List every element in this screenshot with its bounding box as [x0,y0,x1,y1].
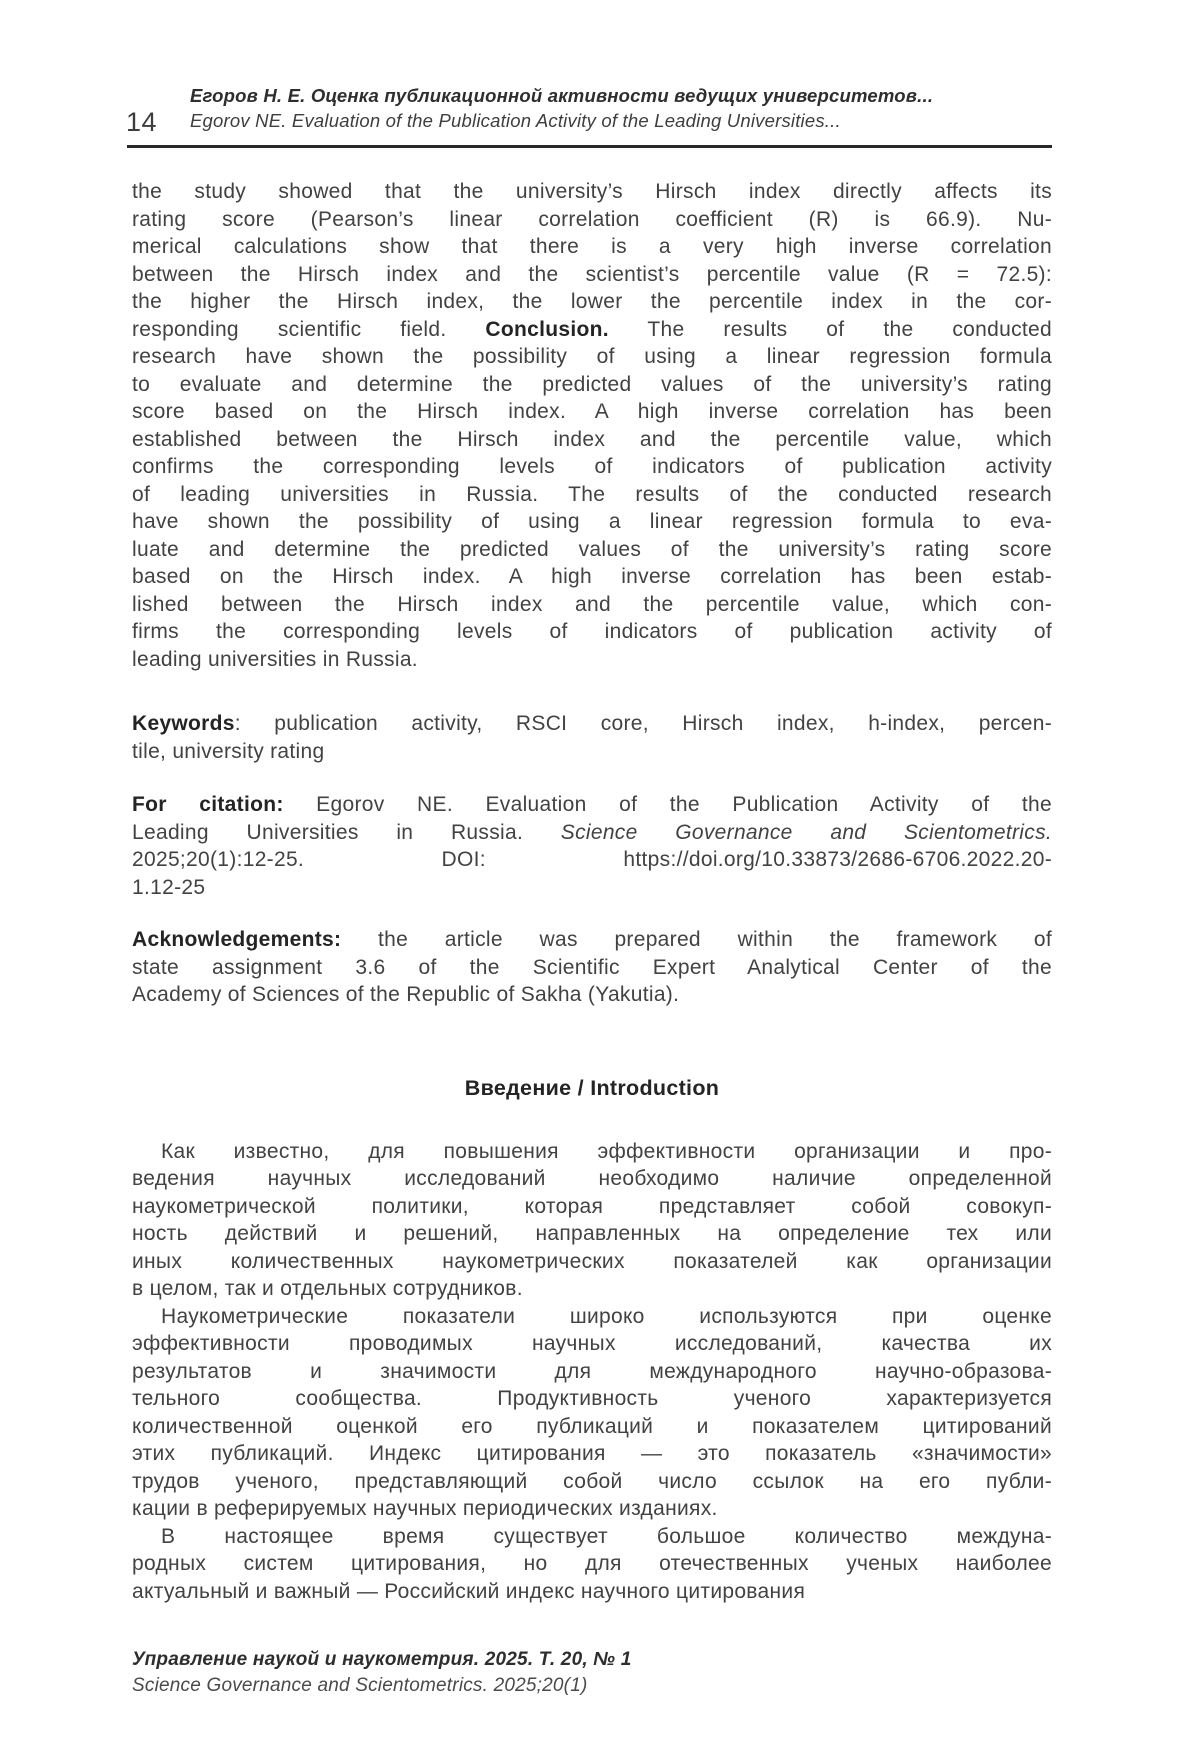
text-line: established between the Hirsch index and the percentile value, which [132,427,1052,451]
text-line: 1.12-25 [132,875,206,899]
header-rule [127,145,1052,148]
text-line: В настоящее время существует большое количество междуна- [161,1524,1052,1548]
text-line: based on the Hirsch index. A high inverse correlation has been estab- [132,565,1052,588]
footer-journal-ru: Управление наукой и наукометрия. 2025. Т. 20, № 1 [132,1649,632,1670]
text-line: confirms the corresponding levels of indicators of publication activity [132,455,1052,478]
text-line: have shown the possibility of using a linear regression formula to eva- [132,510,1052,533]
text-line: merical calculations show that there is a very high inverse correlation [132,235,1052,258]
page-number: 14 [126,107,158,137]
text-line: the higher the Hirsch index, the lower the percentile index in the cor- [132,290,1052,313]
text-line: Acknowledgements: the article was prepared within the framework of [132,928,1052,951]
text-line: firms the corresponding levels of indicators of publication activity of [132,620,1052,643]
text-line: research have shown the possibility of using a linear regression formula [132,345,1052,368]
text-line: тельного сообщества. Продуктивность ученого характеризуется [132,1387,1052,1410]
text-line: lished between the Hirsch index and the percentile value, which con- [132,592,1052,616]
text-line: score based on the Hirsch index. A high inverse correlation has been [132,400,1052,423]
page-footer [132,1647,1052,1699]
footer-journal-en: Science Governance and Scientometrics. 2025;20(1) [132,1675,588,1696]
keywords-paragraph [132,710,1052,765]
text-line: этих публикаций. Индекс цитирования — это показатель «значимости» [132,1442,1052,1465]
text-line: tile, university rating [132,739,325,763]
text-line: актуальный и важный — Российский индекс научного цитирования [132,1579,806,1603]
text-line: ность действий и решений, направленных на определение тех или [132,1222,1052,1245]
abstract-continuation-paragraph [132,178,1052,673]
text-line: эффективности проводимых научных исследований, качества их [132,1332,1052,1355]
text-line: leading universities in Russia. [132,647,418,671]
text-line: результатов и значимости для международного научно-образова- [132,1359,1052,1383]
text-line: Наукометрические показатели широко используются при оценке [161,1304,1052,1328]
text-line: the study showed that the university’s Hirsch index directly affects its [132,180,1052,203]
section-heading: Введение / Introduction [464,1075,720,1100]
text-line: трудов ученого, представляющий собой число ссылок на его публи- [132,1469,1052,1493]
text-line: rating score (Pearson’s linear correlation coefficient (R) is 66.9). Nu- [132,207,1052,231]
running-head [190,83,1052,133]
page-header [126,83,1052,137]
text-line: Как известно, для повышения эффективности организации и про- [161,1139,1052,1163]
text-line: For citation: Egorov NE. Evaluation of the Publication Activity of the [132,793,1053,816]
text-line: responding scientific field. Conclusion. The results of the conducted [132,317,1052,341]
text-line: родных систем цитирования, но для отечественных ученых наиболее [132,1552,1052,1575]
text-line: to evaluate and determine the predicted values of the university’s rating [132,372,1052,396]
text-line: 2025;20(1):12-25. DOI: https://doi.org/10.33873/2686-6706.2022.20- [132,848,1052,871]
text-line: Keywords: publication activity, RSCI core, Hirsch index, h-index, percen- [132,712,1052,735]
acknowledgements-paragraph [132,926,1052,1009]
text-line: наукометрической политики, которая представляет собой совокуп- [132,1194,1052,1218]
text-line: luate and determine the predicted values of the university’s rating score [132,537,1052,561]
intro-paragraph-3 [132,1523,1052,1606]
running-head-ru: Егоров Н. Е. Оценка публикационной активности ведущих университетов... [190,85,934,106]
text-line: between the Hirsch index and the scientist’s percentile value (R = 72.5): [132,262,1052,286]
text-line: иных количественных наукометрических показателей как организации [132,1249,1052,1273]
running-head-en: Egorov NE. Evaluation of the Publication Activity of the Leading Universities... [190,110,841,131]
text-line: кации в реферируемых научных периодических изданиях. [132,1497,718,1520]
intro-paragraph-2 [132,1303,1052,1523]
intro-paragraph-1 [132,1138,1052,1303]
text-line: Leading Universities in Russia. Science Governance and Scientometrics. [132,820,1052,844]
text-line: количественной оценкой его публикаций и показателем цитирований [132,1414,1052,1438]
text-line: в целом, так и отдельных сотрудников. [132,1277,523,1300]
text-line: of leading universities in Russia. The results of the conducted research [132,482,1052,506]
citation-paragraph [132,791,1052,901]
text-line: state assignment 3.6 of the Scientific Expert Analytical Center of the [132,955,1052,979]
text-line: Academy of Sciences of the Republic of Sakha (Yakutia). [132,983,680,1006]
text-line: ведения научных исследований необходимо наличие определенной [132,1167,1052,1190]
